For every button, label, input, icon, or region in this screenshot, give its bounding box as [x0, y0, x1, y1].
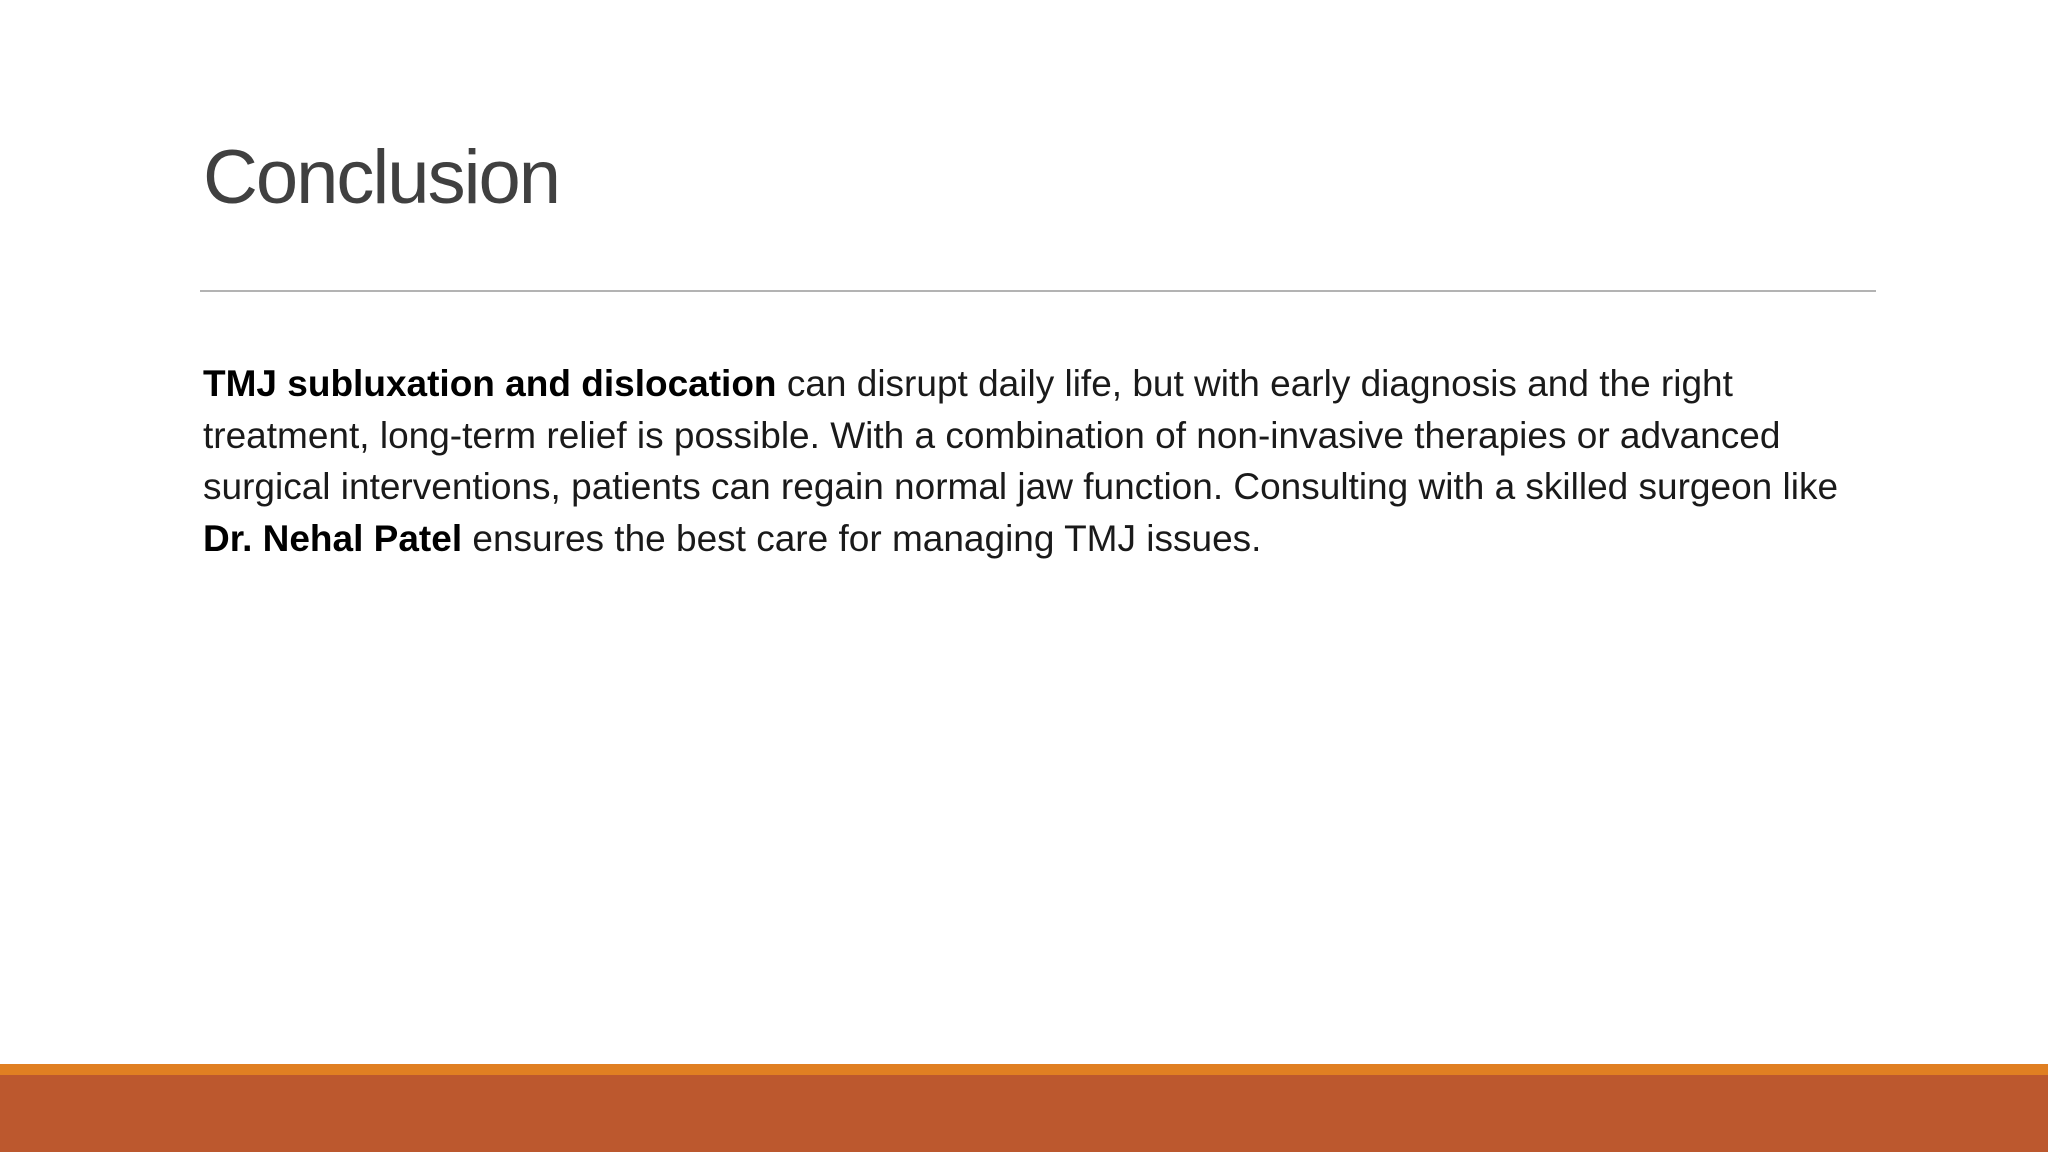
footer-accent-stripe — [0, 1064, 2048, 1075]
slide-body-paragraph — [203, 358, 1863, 564]
bold-surgeon-name: Dr. Nehal Patel — [203, 517, 463, 559]
body-text-part-2: ensures the best care for managing TMJ issues. — [462, 517, 1262, 559]
title-divider — [200, 290, 1876, 292]
body-text-part-1: can disrupt daily life, but with early diagnosis and the right treatment, long-term relief is possible. With a combination of non-invasive therapies or advanced surgical interventions, patients can regain normal jaw function. Consulting with a skilled surgeon like — [203, 363, 1839, 507]
footer-band — [0, 1075, 2048, 1152]
bold-lead-text: TMJ subluxation and dislocation — [203, 363, 777, 404]
slide-title: Conclusion — [203, 135, 559, 220]
